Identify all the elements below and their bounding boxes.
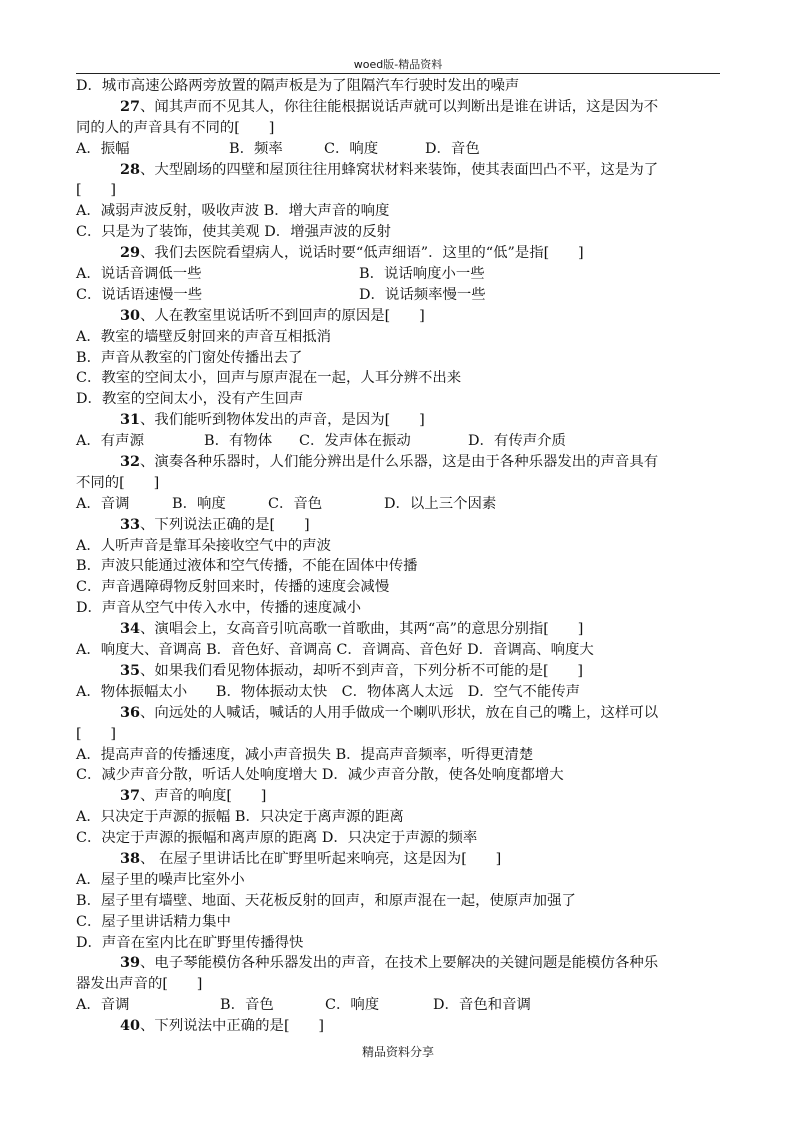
q39-options xyxy=(76,995,720,1016)
q33-option-c: C．声音遇障碍物反射回来时，传播的速度会减慢 xyxy=(76,579,390,596)
q28-number: 28 xyxy=(120,160,141,178)
q39-stem-text: 、电子琴能模仿各种乐器发出的声音，在技术上要解决的关键问题是能模仿各种乐 xyxy=(140,955,659,972)
q27-stem-text: 、闻其声而不见其人，你往往能根据说话声就可以判断出是谁在讲话，这是因为不 xyxy=(140,98,659,115)
q31-option-b: B．有物体 xyxy=(204,433,273,450)
q33-stem xyxy=(76,515,720,536)
q27-number: 27 xyxy=(120,97,141,115)
q30-option-b: B．声音从教室的门窗处传播出去了 xyxy=(76,349,303,366)
header-rule xyxy=(76,73,720,74)
q39-option-c: C．响度 xyxy=(325,997,380,1014)
q38-option-a: A．屋子里的噪声比室外小 xyxy=(76,871,245,888)
q31-options xyxy=(76,431,720,452)
q29-number: 29 xyxy=(120,244,141,262)
q30-number: 30 xyxy=(120,306,141,324)
q27-option-c: C．响度 xyxy=(324,140,379,157)
q32-number: 32 xyxy=(120,453,141,471)
q34-number: 34 xyxy=(120,620,141,638)
q33-option-d: D．声音从空气中传入水中，传播的速度减小 xyxy=(76,600,361,617)
q37-stem-text: 、声音的响度[ ] xyxy=(140,788,267,805)
q29-option-a: A．说话音调低一些 xyxy=(76,266,202,283)
q39-stem xyxy=(76,953,720,974)
q37-stem xyxy=(76,786,720,807)
q27-stem-cont: 同的人的声音具有不同的[ ] xyxy=(76,119,275,136)
q38-option-b: B．屋子里有墙壁、地面、天花板反射的回声，和原声混在一起，使原声加强了 xyxy=(76,892,576,909)
q36-stem xyxy=(76,703,720,724)
q29-stem-text: 、我们去医院看望病人，说话时要“低声细语”．这里的“低”是指[ ] xyxy=(140,245,584,262)
q38-stem xyxy=(76,849,720,870)
q38-number: 38 xyxy=(120,849,141,867)
q29-options-ab xyxy=(76,264,720,285)
q32-options xyxy=(76,494,720,515)
q38-stem-text: 、 在屋子里讲话比在旷野里听起来响亮，这是因为[ ] xyxy=(140,850,502,867)
q31-option-c: C．发声体在振动 xyxy=(299,433,411,450)
q27-options xyxy=(76,139,720,160)
question-list xyxy=(76,76,720,1037)
q32-stem xyxy=(76,452,720,473)
q32-option-c: C．音色 xyxy=(268,495,323,512)
q37-options-cd: C．决定于声源的振幅和离声原的距离 D．只决定于声源的频率 xyxy=(76,830,478,847)
q40-number: 40 xyxy=(120,1017,141,1035)
q30-option-a: A．教室的墙壁反射回来的声音互相抵消 xyxy=(76,328,332,345)
q40-stem xyxy=(76,1016,720,1037)
page-footer: 精品资料分享 xyxy=(361,1045,434,1059)
q26-option-d: D．城市高速公路两旁放置的隔声板是为了阻隔汽车行驶时发出的噪声 xyxy=(76,78,520,94)
q30-stem xyxy=(76,306,720,327)
q30-stem-text: 、人在教室里说话听不到回声的原因是[ ] xyxy=(140,307,425,324)
q37-number: 37 xyxy=(120,787,141,805)
q28-stem-cont: [ ] xyxy=(76,182,117,199)
q32-stem-cont: 不同的[ ] xyxy=(76,474,160,491)
q28-options-cd: C．只是为了装饰，使其美观 D．增强声波的反射 xyxy=(76,224,391,241)
q27-option-d: D．音色 xyxy=(425,140,480,157)
q33-option-a: A．人听声音是靠耳朵接收空气中的声波 xyxy=(76,537,332,554)
q29-stem xyxy=(76,243,720,264)
q31-number: 31 xyxy=(120,411,141,429)
q39-option-d: D．音色和音调 xyxy=(433,997,531,1014)
q35-stem-text: 、如果我们看见物体振动，却听不到声音，下列分析不可能的是[ ] xyxy=(140,662,583,679)
q36-stem-cont: [ ] xyxy=(76,725,117,742)
q31-option-a: A．有声源 xyxy=(76,433,144,450)
q29-options-cd xyxy=(76,285,720,306)
q31-option-d: D．有传声介质 xyxy=(468,433,566,450)
q29-option-d: D．说话频率慢一些 xyxy=(359,286,486,303)
q32-option-d: D．以上三个因素 xyxy=(384,495,497,512)
q28-options-ab: A．减弱声波反射，吸收声波 B．增大声音的响度 xyxy=(76,203,390,220)
q37-options-ab: A．只决定于声源的振幅 B．只决定于离声源的距离 xyxy=(76,809,404,826)
page-header: woed版-精品资料 xyxy=(353,58,443,71)
q36-options-ab: A．提高声音的传播速度，减小声音损失 B．提高声音频率，听得更清楚 xyxy=(76,746,534,763)
q33-option-b: B．声波只能通过液体和空气传播，不能在固体中传播 xyxy=(76,558,418,575)
q29-option-b: B．说话响度小一些 xyxy=(359,266,485,283)
q39-stem-cont: 器发出声音的[ ] xyxy=(76,976,203,993)
q28-stem-text: 、大型剧场的四壁和屋顶往往用蜂窝状材料来装饰，使其表面凹凸不平，这是为了 xyxy=(140,161,659,178)
q32-option-a: A．音调 xyxy=(76,495,130,512)
q30-option-c: C．教室的空间太小，回声与原声混在一起，人耳分辨不出来 xyxy=(76,370,462,387)
q36-stem-text: 、向远处的人喊话，喊话的人用手做成一个喇叭形状，放在自己的嘴上，这样可以 xyxy=(140,704,659,721)
q29-option-c: C．说话语速慢一些 xyxy=(76,286,203,303)
q34-options: A．响度大、音调高 B．音色好、音调高 C．音调高、音色好 D．音调高、响度大 xyxy=(76,642,594,659)
q34-stem xyxy=(76,619,720,640)
q31-stem-text: 、我们能听到物体发出的声音，是因为[ ] xyxy=(140,412,425,429)
q27-option-a: A．振幅 xyxy=(76,140,130,157)
q39-option-a: A．音调 xyxy=(76,997,130,1014)
q30-option-d: D．教室的空间太小，没有产生回声 xyxy=(76,391,304,408)
q35-number: 35 xyxy=(120,661,141,679)
q35-options: A．物体振幅太小 B．物体振动太快 C．物体离人太远 D．空气不能传声 xyxy=(76,683,581,700)
q40-stem-text: 、下列说法中正确的是[ ] xyxy=(140,1018,324,1035)
q39-option-b: B．音色 xyxy=(220,997,274,1014)
q31-stem xyxy=(76,410,720,431)
q32-option-b: B．响度 xyxy=(172,495,226,512)
q27-stem xyxy=(76,97,720,118)
q33-stem-text: 、下列说法正确的是[ ] xyxy=(140,516,310,533)
q39-number: 39 xyxy=(120,954,141,972)
q27-option-b: B．频率 xyxy=(229,140,283,157)
q38-option-d: D．声音在室内比在旷野里传播得快 xyxy=(76,934,304,951)
q36-options-cd: C．减少声音分散，听话人处响度增大 D．减少声音分散，使各处响度都增大 xyxy=(76,767,564,784)
q28-stem xyxy=(76,160,720,181)
q34-stem-text: 、演唱会上，女高音引吭高歌一首歌曲，其两“高”的意思分别指[ ] xyxy=(140,621,584,638)
q36-number: 36 xyxy=(120,703,141,721)
q38-option-c: C．屋子里讲话精力集中 xyxy=(76,913,231,930)
q32-stem-text: 、演奏各种乐器时，人们能分辨出是什么乐器，这是由于各种乐器发出的声音具有 xyxy=(140,454,659,471)
q33-number: 33 xyxy=(120,515,141,533)
q35-stem xyxy=(76,661,720,682)
